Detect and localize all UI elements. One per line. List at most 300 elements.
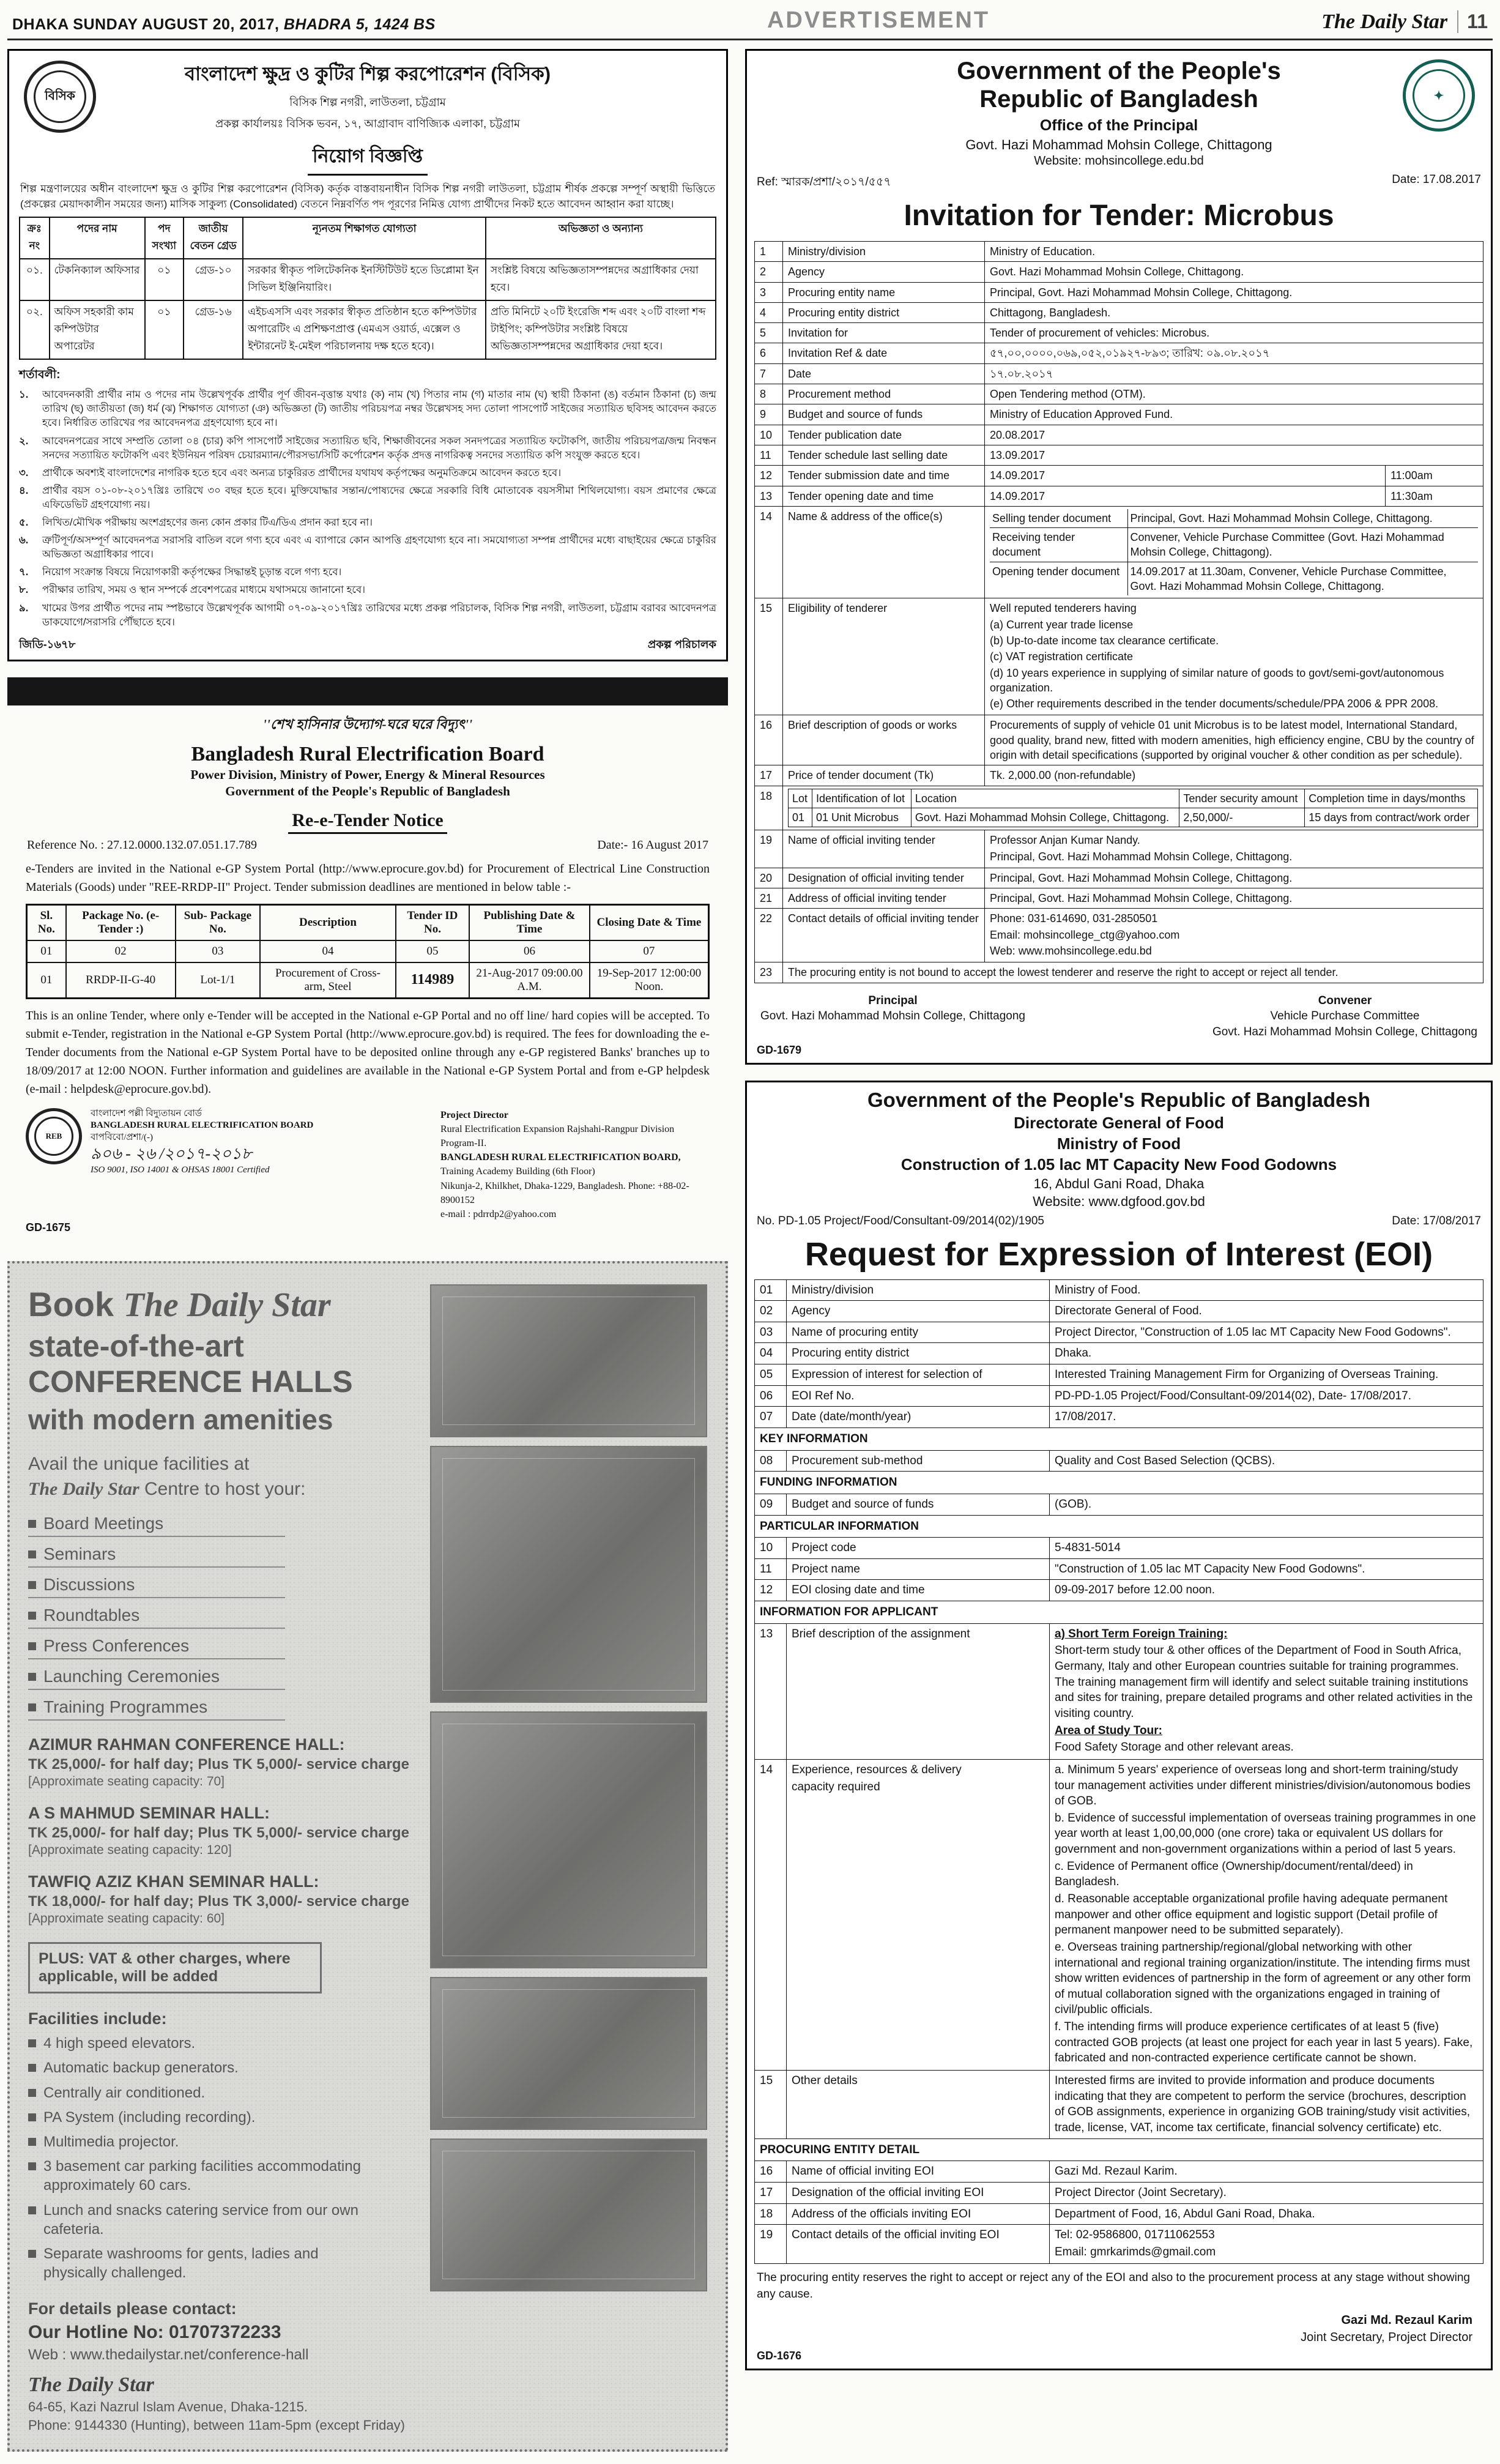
hall-capacity: [Approximate seating capacity: 60] bbox=[28, 1911, 225, 1926]
bscic-table-header-row bbox=[20, 217, 716, 259]
event-type-label: Training Programmes bbox=[43, 1697, 208, 1717]
row-value: Project Director (Joint Secretary). bbox=[1050, 2182, 1483, 2203]
event-type-item bbox=[28, 1575, 285, 1598]
row-label: Other details bbox=[787, 2071, 1050, 2139]
paragraph: a. Minimum 5 years' experience of overseas long and short-term training/study tour management activities under different ministries/division/autonomous bodies of GOB. bbox=[1055, 1763, 1471, 1808]
facility-label: Separate washrooms for gents, ladies and physically challenged. bbox=[43, 2245, 319, 2282]
microbus-principal-signature bbox=[760, 993, 1025, 1040]
row-value bbox=[985, 506, 1483, 598]
lot-header-cell: Lot bbox=[789, 789, 812, 808]
breb-tender-table bbox=[26, 904, 710, 999]
breb-reference-line bbox=[27, 838, 708, 852]
breb-slogan: ''শেখ হাসিনার উদ্যোগ-ঘরে ঘরে বিদ্যুৎ'' bbox=[262, 716, 473, 732]
breb-notice-title: Re-e-Tender Notice bbox=[288, 810, 447, 834]
row-value: Quality and Cost Based Selection (QCBS). bbox=[1050, 1450, 1483, 1472]
row-number: 21 bbox=[755, 888, 783, 909]
row-number: 11 bbox=[755, 1558, 787, 1580]
event-type-label: Launching Ceremonies bbox=[43, 1667, 220, 1686]
hall-price: TK 25,000/- for half day; Plus TK 5,000/- service charge bbox=[28, 1825, 409, 1842]
bscic-table-body bbox=[20, 259, 716, 359]
conf-contact-title: For details please contact: bbox=[28, 2299, 237, 2318]
sub-row bbox=[990, 509, 1478, 528]
breb-sl-no: 01 bbox=[27, 962, 66, 999]
row-label: Designation of official inviting tender bbox=[783, 868, 985, 888]
eoi-title: Request for Expression of Interest (EOI) bbox=[804, 1235, 1433, 1273]
bscic-position-row bbox=[20, 259, 716, 300]
event-type-item bbox=[28, 1514, 285, 1537]
bscic-org-name: বাংলাদেশ ক্ষুদ্র ও কুটির শিল্প করপোরেশন (বিসিক) bbox=[184, 63, 551, 84]
college-seal-icon bbox=[1403, 59, 1475, 132]
conference-hall-photo bbox=[430, 1284, 707, 1437]
conference-photos bbox=[430, 1284, 707, 2433]
breb-contact-email: e-mail : pdrrdp2@yahoo.com bbox=[440, 1209, 557, 1219]
eoi-signer-name: Gazi Md. Rezaul Karim bbox=[1341, 2313, 1472, 2327]
row-value: 09-09-2017 before 12.00 noon. bbox=[1050, 1580, 1483, 1601]
conf-subtitle-1: Avail the unique facilities at bbox=[28, 1454, 250, 1475]
row-number: 07 bbox=[755, 1407, 787, 1428]
eoi-footer-note: The procuring entity reserves the right to accept or reject any of the EOI and also to the procurement process at any stage without showing any cause. bbox=[757, 2271, 1470, 2301]
breb-contact-program: Rural Electrification Expansion Rajshahi-Rangpur Division Program-II. bbox=[440, 1123, 675, 1149]
row-value: (GOB). bbox=[1050, 1494, 1483, 1515]
bscic-cell: গ্রেড-১৬ bbox=[184, 300, 243, 359]
paragraph: (e) Other requirements described in the tender documents/schedule/PPA 2006 & PPR 2008. bbox=[990, 698, 1439, 710]
convener-committee: Vehicle Purchase Committee bbox=[1270, 1010, 1420, 1023]
masthead-date: SUNDAY AUGUST 20, 2017, bbox=[73, 16, 280, 33]
bscic-positions-table bbox=[19, 217, 716, 360]
condition-text: আবেদনকারী প্রার্থীর নাম ও পদের নাম উল্লেখপূর্বক প্রার্থীর পূর্ণ জীবন-বৃত্তান্ত যথাঃ (ক) নাম (খ) পিতার নাম (গ) মাতার নাম (ঘ) স্থায়ী ঠিকানা (ঙ) বর্তমান ঠিকানা (চ) জন্ম তারিখ (ছ) জাতীয়তা (জ) ধর্ম (ঝ) শিক্ষাগত যোগ্যতা (ঞ) অভিজ্ঞতা (ট) জাতীয় পরিচয়পত্র নম্বর উল্লেখসহ সদ্য তোলা পাসপোর্ট সাইজের সত্যায়িত ছবিসহ আবেদন করতে হবে। নির্ধারিত তারিখের পর আবেদনপত্র গ্রহণযোগ্য হবে না। bbox=[42, 389, 716, 429]
paragraph: Principal, Govt. Hazi Mohammad Mohsin College, Chittagong. bbox=[990, 850, 1293, 863]
bullet-square-icon bbox=[28, 1612, 36, 1620]
breb-logo-en: BANGLADESH RURAL ELECTRIFICATION BOARD bbox=[91, 1120, 314, 1131]
row-number: 12 bbox=[755, 466, 783, 486]
bullet-square-icon bbox=[28, 2250, 36, 2258]
breb-paragraph-1: e-Tenders are invited in the National e-GP System Portal (http://www.eprocure.gov.bd) for Procurement of Electrical Line Construction Materials (Goods) under "REE-RRDP-II" Project. Tender submission deadlines are mentioned in below table :- bbox=[26, 862, 710, 894]
row-number: 01 bbox=[755, 1279, 787, 1301]
breb-tender-notice bbox=[7, 677, 728, 1243]
row-number: 6 bbox=[755, 343, 783, 363]
table-row bbox=[755, 1279, 1483, 1301]
table-row bbox=[755, 1759, 1483, 2070]
row-value: Ministry of Education Approved Fund. bbox=[985, 404, 1483, 425]
row-number: 04 bbox=[755, 1343, 787, 1364]
facility-label: Automatic backup generators. bbox=[43, 2060, 239, 2077]
conference-hall-photo bbox=[430, 2138, 707, 2291]
table-row bbox=[755, 765, 1483, 786]
row-number: 18 bbox=[755, 786, 783, 830]
breb-table-header-row bbox=[27, 904, 709, 940]
hall-entry bbox=[28, 1872, 415, 1926]
facility-label: Centrally air conditioned. bbox=[43, 2084, 206, 2101]
section-row bbox=[755, 2138, 1483, 2161]
eoi-ref-no: No. PD-1.05 Project/Food/Consultant-09/2014(02)/1905 bbox=[757, 1214, 1044, 1227]
sub-row bbox=[990, 528, 1478, 562]
paragraph: Web: www.mohsincollege.edu.bd bbox=[990, 944, 1152, 957]
paragraph: f. The intending firms will produce experience certificates of at least 5 (five) contracted GOB projects (at least one project for each year in last 5 years). Fake, fabricated and non-contracted experience certificate cannot be shown. bbox=[1055, 2020, 1473, 2065]
condition-item bbox=[19, 388, 716, 430]
breb-col-package: Package No. (e-Tender :) bbox=[66, 904, 176, 940]
paragraph: Professor Anjan Kumar Nandy. bbox=[990, 834, 1140, 847]
row-time: 11:30am bbox=[1386, 486, 1483, 506]
table-row bbox=[755, 909, 1483, 962]
row-label: Procurement sub-method bbox=[787, 1450, 1050, 1472]
hall-name: AZIMUR RAHMAN CONFERENCE HALL: bbox=[28, 1735, 345, 1754]
eoi-project-name: Construction of 1.05 lac MT Capacity New Food Godowns bbox=[900, 1155, 1337, 1174]
breb-contact-org: BANGLADESH RURAL ELECTRIFICATION BOARD, bbox=[440, 1152, 681, 1163]
row-number: 17 bbox=[755, 765, 783, 786]
row-number: 18 bbox=[755, 2203, 787, 2225]
breb-data-row bbox=[27, 962, 709, 999]
bscic-emblem-icon bbox=[24, 61, 96, 133]
paragraph: d. Reasonable acceptable organizational profile having adequate permanent manpower and other office equipment and logistic support (Detail profile of permanent manpower need to be submitted separately). bbox=[1055, 1893, 1448, 1937]
row-value: 20.08.2017 bbox=[985, 425, 1483, 445]
row-number: 14 bbox=[755, 1759, 787, 2070]
row-value: Gazi Md. Rezaul Karim. bbox=[1050, 2161, 1483, 2183]
breb-logo-block bbox=[26, 1108, 313, 1177]
lot-cell: 01 bbox=[789, 808, 812, 827]
bscic-intro-paragraph: শিল্প মন্ত্রণালয়ের অধীন বাংলাদেশ ক্ষুদ্র ও কুটির শিল্প করপোরেশন (বিসিক) কর্তৃক বাস্তবায়নাধীন বিসিক শিল্প নগরী লাউতলা, চট্টগ্রাম শীর্ষক প্রকল্পে সম্পূর্ণ অস্থায়ী ভিত্তিতে (প্রকল্পের মেয়াদকালীন সময়ের জন্য) মাসিক সাকুল্য (Consolidated) বেতনে নিম্নবর্ণিত পদ পূরণের নিমিত্ত যোগ্য প্রার্থীদের নিকট হতে আবেদন আহ্বান করা যাচ্ছে। bbox=[20, 183, 715, 210]
event-type-item bbox=[28, 1606, 285, 1629]
bscic-signature: প্রকল্প পরিচালক bbox=[647, 638, 716, 650]
row-label: Procuring entity district bbox=[783, 302, 985, 322]
breb-col-subpackage: Sub- Package No. bbox=[176, 904, 261, 940]
row-number: 10 bbox=[755, 1538, 787, 1559]
breb-iso-certification: ISO 9001, ISO 14001 & OHSAS 18001 Certified bbox=[91, 1164, 270, 1175]
row-value: "Construction of 1.05 lac MT Capacity New Food Godowns". bbox=[1050, 1558, 1483, 1580]
row-label: Agency bbox=[787, 1301, 1050, 1322]
row-value: Govt. Hazi Mohammad Mohsin College, Chittagong. bbox=[985, 262, 1483, 282]
bscic-emblem-text: বিসিক bbox=[34, 70, 86, 123]
section-row bbox=[755, 1427, 1483, 1450]
bscic-header-cell: জাতীয় বেতন গ্রেড bbox=[184, 217, 243, 259]
row-value: Dhaka. bbox=[1050, 1343, 1483, 1364]
table-row bbox=[755, 323, 1483, 343]
row-label: Tender publication date bbox=[783, 425, 985, 445]
paragraph: Short-term study tour & other offices of the Department of Food in South Africa, Germany, Italy and other European countries suitable for training programmes. The training management firm will identify and select suitable training institutions and sites for training, prepare detailed programs and other related activities in the visiting country. bbox=[1055, 1644, 1473, 1720]
masthead-bs-date: BHADRA 5, 1424 BS bbox=[283, 16, 436, 33]
condition-number: ৫. bbox=[19, 517, 29, 529]
table-row bbox=[755, 786, 1483, 830]
row-value: Interested firms are invited to provide information and produce documents indicating that they are competent to perform the service (brochures, description of GOB assignments, experience in organizing GOB training/study visit activities, trade, license, VAT, income tax certificate, financial solvency certificate) etc. bbox=[1050, 2071, 1483, 2139]
table-row bbox=[755, 2203, 1483, 2225]
condition-item bbox=[19, 583, 716, 597]
row-value: Principal, Govt. Hazi Mohammad Mohsin College, Chittagong. bbox=[985, 282, 1483, 302]
table-row bbox=[755, 425, 1483, 445]
row-value: 5-4831-5014 bbox=[1050, 1538, 1483, 1559]
breb-colnum-row bbox=[27, 940, 709, 962]
bscic-cell: ০১. bbox=[20, 259, 50, 300]
breb-contact-block bbox=[440, 1108, 710, 1222]
row-label: Date (date/month/year) bbox=[787, 1407, 1050, 1428]
eoi-website: Website: www.dgfood.gov.bd bbox=[1033, 1193, 1205, 1209]
row-note: The procuring entity is not bound to accept the lowest tenderer and reserve the right to accept or reject all tender. bbox=[783, 962, 1483, 983]
table-row bbox=[755, 1385, 1483, 1407]
condition-item bbox=[19, 484, 716, 512]
paragraph: Email: gmrkarimds@gmail.com bbox=[1055, 2245, 1216, 2258]
page-masthead bbox=[7, 4, 1493, 40]
condition-number: ২. bbox=[19, 435, 29, 447]
facility-item bbox=[28, 2034, 371, 2053]
eoi-table-body bbox=[755, 1279, 1483, 2264]
bscic-conditions-title: শর্তাবলী: bbox=[19, 368, 61, 382]
table-row bbox=[755, 2071, 1483, 2139]
row-label: Name of official inviting tender bbox=[783, 830, 985, 868]
row-value bbox=[985, 909, 1483, 962]
sub-label: Selling tender document bbox=[990, 509, 1127, 528]
hall-entry bbox=[28, 1804, 415, 1858]
row-value: 14.09.2017 bbox=[985, 466, 1386, 486]
table-row bbox=[755, 343, 1483, 363]
row-value: Ministry of Education. bbox=[985, 242, 1483, 262]
eoi-signer-title: Joint Secretary, Project Director bbox=[1301, 2330, 1472, 2344]
facility-label: Lunch and snacks catering service from our own cafeteria. bbox=[43, 2202, 358, 2238]
bscic-cell: টেকনিক্যাল অফিসার bbox=[50, 259, 145, 300]
condition-number: ৩. bbox=[19, 467, 29, 478]
row-number: 20 bbox=[755, 868, 783, 888]
breb-colnum-7: 07 bbox=[590, 940, 709, 962]
paragraph: (a) Current year trade license bbox=[990, 618, 1134, 631]
breb-logo-text bbox=[91, 1108, 313, 1177]
bscic-conditions-list bbox=[19, 388, 716, 629]
row-label: Name of procuring entity bbox=[787, 1322, 1050, 1343]
bullet-square-icon bbox=[28, 1520, 36, 1528]
table-row bbox=[755, 486, 1483, 506]
lot-row bbox=[789, 808, 1478, 827]
hall-capacity: [Approximate seating capacity: 70] bbox=[28, 1774, 225, 1789]
breb-footer bbox=[26, 1108, 710, 1222]
row-value: Interested Training Management Firm for Organizing of Overseas Training. bbox=[1050, 1364, 1483, 1386]
paragraph: (d) 10 years experience in supplying of similar nature of goods to govt/semi-govt/autonomous organization. bbox=[990, 666, 1444, 694]
conf-subtitle-2 bbox=[28, 1477, 415, 1502]
row-label bbox=[787, 1759, 1050, 2070]
conference-event-list bbox=[28, 1514, 415, 1721]
section-label: FUNDING INFORMATION bbox=[755, 1472, 1483, 1494]
table-row bbox=[755, 1623, 1483, 1759]
table-row bbox=[755, 1538, 1483, 1559]
paragraph: Area of Study Tour: bbox=[1055, 1724, 1162, 1737]
sub-value: Convener, Vehicle Purchase Committee (Govt. Hazi Mohammad Mohsin College, Chittagong). bbox=[1127, 528, 1478, 562]
row-value: Project Director, "Construction of 1.05 lac MT Capacity New Food Godowns". bbox=[1050, 1322, 1483, 1343]
bullet-square-icon bbox=[28, 2206, 36, 2214]
event-type-item bbox=[28, 1667, 285, 1690]
table-row bbox=[755, 302, 1483, 322]
row-label: Procurement method bbox=[783, 384, 985, 404]
row-label: Tender submission date and time bbox=[783, 466, 985, 486]
row-label: Tender schedule last selling date bbox=[783, 445, 985, 465]
row-number: 19 bbox=[755, 2225, 787, 2264]
facility-item bbox=[28, 2201, 371, 2239]
facility-label: 3 basement car parking facilities accommodating approximately 60 cars. bbox=[43, 2158, 361, 2194]
breb-tender-id: 114989 bbox=[396, 962, 469, 999]
paragraph: (c) VAT registration certificate bbox=[990, 650, 1134, 663]
paragraph: Tel: 02-9586800, 01711062553 bbox=[1055, 2228, 1215, 2242]
bullet-square-icon bbox=[28, 2162, 36, 2170]
event-type-label: Board Meetings bbox=[43, 1514, 164, 1533]
sub-value: Principal, Govt. Hazi Mohammad Mohsin College, Chittagong. bbox=[1127, 509, 1478, 528]
row-number: 13 bbox=[755, 1623, 787, 1759]
breb-date: Date:- 16 August 2017 bbox=[597, 838, 708, 852]
microbus-tender-table bbox=[754, 241, 1483, 983]
row-number: 17 bbox=[755, 2182, 787, 2203]
row-value: Open Tendering method (OTM). bbox=[985, 384, 1483, 404]
eoi-address: 16, Abdul Gani Road, Dhaka bbox=[1033, 1175, 1205, 1191]
bscic-cell: ০১ bbox=[145, 300, 184, 359]
facility-item bbox=[28, 2244, 371, 2282]
row-number: 22 bbox=[755, 909, 783, 962]
condition-text: নিয়োগ সংক্রান্ত বিষয়ে নিয়োগকারী কর্তৃপক্ষের সিদ্ধান্তই চূড়ান্ত বলে গণ্য হবে। bbox=[42, 567, 342, 578]
table-row bbox=[755, 2182, 1483, 2203]
row-number: 5 bbox=[755, 323, 783, 343]
breb-government: Government of the People's Republic of Bangladesh bbox=[225, 783, 510, 798]
breb-col-publishing: Publishing Date & Time bbox=[469, 904, 590, 940]
row-label: Expression of interest for selection of bbox=[787, 1364, 1050, 1386]
microbus-office: Office of the Principal bbox=[1039, 117, 1198, 134]
breb-gd-number: GD-1675 bbox=[26, 1221, 71, 1234]
section-label: KEY INFORMATION bbox=[755, 1427, 1483, 1450]
row-number: 2 bbox=[755, 262, 783, 282]
row-number: 16 bbox=[755, 715, 783, 765]
hall-entry bbox=[28, 1735, 415, 1789]
row-number: 10 bbox=[755, 425, 783, 445]
section-label: INFORMATION FOR APPLICANT bbox=[755, 1601, 1483, 1624]
bullet-square-icon bbox=[28, 1703, 36, 1711]
masthead-brand-block bbox=[1321, 10, 1488, 34]
condition-item bbox=[19, 434, 716, 463]
row-value: Department of Food, 16, Abdul Gani Road, Dhaka. bbox=[1050, 2203, 1483, 2225]
event-type-item bbox=[28, 1636, 285, 1659]
row-number: 9 bbox=[755, 404, 783, 425]
condition-text: ত্রুটিপূর্ণ/অসম্পূর্ণ আবেদনপত্র সরাসরি বাতিল বলে গণ্য হবে এবং এ ব্যাপারে কোন আপত্তি গ্রহণযোগ্য হবে না। সমযোগ্যতা সম্পন্ন প্রার্থীদের মধ্যে বাছাইয়ের ক্ষেত্রে চাকুরির অভিজ্ঞতা অগ্রাধিকার পাবে। bbox=[42, 535, 716, 560]
conf-subtitle-rest: Centre to host your: bbox=[139, 1478, 306, 1499]
breb-paragraph-2: This is an online Tender, where only e-Tender will be accepted in the National e-GP Portal and no off line/ hard copies will be accepted. To submit e-Tender, registration in the National e-GP System Portal (http://www.eprocure.gov.bd) is required. The fees for downloading the e-Tender documents from the National e-GP System Portal have to be deposited online through any e-GP registered Banks' branches up to 18/09/2017 at 12:00 NOON. Further information and guidelines are available in the National e-GP System Portal and from e-GP helpdesk (e-mail : helpdesk@eprocure.gov.bd). bbox=[26, 1008, 710, 1096]
table-row bbox=[755, 1558, 1483, 1580]
right-column bbox=[745, 49, 1493, 2452]
breb-handwritten-ref: ৯০৬ - ২৬ /২০১৭-২০১৮ bbox=[91, 1145, 252, 1163]
table-row bbox=[755, 466, 1483, 486]
table-row bbox=[755, 1450, 1483, 1472]
bullet-square-icon bbox=[28, 2138, 36, 2146]
daily-star-logo: The Daily Star bbox=[1321, 10, 1448, 33]
row-number: 16 bbox=[755, 2161, 787, 2183]
row-value: Directorate General of Food. bbox=[1050, 1301, 1483, 1322]
row-number: 08 bbox=[755, 1450, 787, 1472]
table-row bbox=[755, 1301, 1483, 1322]
page-columns bbox=[7, 49, 1493, 2452]
breb-col-closing: Closing Date & Time bbox=[590, 904, 709, 940]
bscic-cell: গ্রেড-১০ bbox=[184, 259, 243, 300]
facility-item bbox=[28, 2083, 371, 2102]
row-value: 17/08/2017. bbox=[1050, 1407, 1483, 1428]
masthead-dateline bbox=[12, 16, 436, 34]
row-number: 4 bbox=[755, 302, 783, 322]
condition-text: খামের উপর প্রার্থীত পদের নাম স্পষ্টভাবে উল্লেখপূর্বক আগামী ০৭-০৯-২০১৭খ্রিঃ তারিখের মধ্যে প্রকল্প পরিচালক, বিসিক শিল্প নগরী, লাউতলা, চট্টগ্রাম বরাবর আবেদনপত্র ডাকযোগে/সরাসরি পৌঁছাতে হবে। bbox=[42, 602, 716, 628]
breb-col-tenderid: Tender ID No. bbox=[396, 904, 469, 940]
breb-colnum-2: 02 bbox=[66, 940, 176, 962]
microbus-title: Invitation for Tender: Microbus bbox=[904, 199, 1334, 232]
row-label: Budget and source of funds bbox=[783, 404, 985, 425]
bscic-header-cell: পদ সংখ্যা bbox=[145, 217, 184, 259]
row-label: Designation of the official inviting EOI bbox=[787, 2182, 1050, 2203]
sub-value: 14.09.2017 at 11.30am, Convener, Vehicle Purchase Committee, Govt. Hazi Mohammad Mohsin College, Chittagong. bbox=[1130, 565, 1447, 593]
condition-text: আবেদনপত্রের সাথে সম্প্রতি তোলা ০৪ (চার) কপি পাসপোর্ট সাইজের সত্যায়িত ছবি, শিক্ষাজীবনের সকল সনদপত্রের সত্যায়িত ফটোকপি, জাতীয় পরিচয়পত্র/জন্ম নিবন্ধন সনদের সত্যায়িত ফটোকপি এবং ইউনিয়ন পরিষদ চেয়ারম্যান/পৌরসভা/সিটি কর্পোরেশন কর্তৃক প্রদত্ত নাগরিকত্ব সনদের সত্যায়িত কপি সংযুক্ত করতে হবে। bbox=[42, 435, 716, 461]
advertisement-label: ADVERTISEMENT bbox=[767, 7, 990, 33]
lot-cell: Govt. Hazi Mohammad Mohsin College, Chittagong. bbox=[911, 808, 1179, 827]
condition-number: ৮. bbox=[19, 584, 29, 596]
bullet-square-icon bbox=[28, 2064, 36, 2072]
event-type-item bbox=[28, 1697, 285, 1721]
condition-number: ১. bbox=[19, 389, 29, 401]
table-row bbox=[755, 1364, 1483, 1386]
breb-subpackage-no: Lot-1/1 bbox=[176, 962, 261, 999]
bullet-square-icon bbox=[28, 2039, 36, 2047]
event-type-label: Press Conferences bbox=[43, 1636, 190, 1656]
bullet-square-icon bbox=[28, 2113, 36, 2121]
row-label: Name of official inviting EOI bbox=[787, 2161, 1050, 2183]
paragraph: Phone: 031-614690, 031-2850501 bbox=[990, 912, 1158, 925]
breb-reference-no: Reference No. : 27.12.0000.132.07.051.17.789 bbox=[27, 838, 258, 852]
condition-text: লিখিত/মৌখিক পরীক্ষায় অংশগ্রহণের জন্য কোন প্রকার টিএ/ডিএ প্রদান করা হবে না। bbox=[42, 517, 373, 529]
lot-table-cell bbox=[783, 786, 1483, 830]
microbus-convener-signature bbox=[1212, 993, 1477, 1040]
condition-item bbox=[19, 534, 716, 562]
left-column bbox=[7, 49, 728, 2452]
table-row bbox=[755, 715, 1483, 765]
row-number: 14 bbox=[755, 506, 783, 598]
breb-colnum-3: 03 bbox=[176, 940, 261, 962]
row-label: Project name bbox=[787, 1558, 1050, 1580]
bscic-cell: এইচএসসি এবং সরকার স্বীকৃত প্রতিষ্ঠান হতে কম্পিউটার অপারেটিং এ প্রশিক্ষণপ্রাপ্ত (এমএস ওয়ার্ড, এক্সেল ও ইন্টারনেট ই-মেইল পরিচালনায় দক্ষ হতে হবে)। bbox=[243, 300, 486, 359]
bscic-position-row bbox=[20, 300, 716, 359]
row-number: 19 bbox=[755, 830, 783, 868]
lot-header-cell: Tender security amount bbox=[1179, 789, 1305, 808]
torn-paper-decoration bbox=[7, 677, 728, 698]
table-row bbox=[755, 830, 1483, 868]
table-row bbox=[755, 384, 1483, 404]
bscic-cell: ০২. bbox=[20, 300, 50, 359]
conference-hall-photo bbox=[430, 1711, 707, 1968]
bullet-square-icon bbox=[28, 1550, 36, 1558]
table-row bbox=[755, 1494, 1483, 1515]
condition-number: ৯. bbox=[19, 602, 29, 614]
row-label: Brief description of the assignment bbox=[787, 1623, 1050, 1759]
breb-division: Power Division, Ministry of Power, Energy & Mineral Resources bbox=[190, 767, 545, 782]
row-value: Principal, Govt. Hazi Mohammad Mohsin College, Chittagong. bbox=[985, 868, 1483, 888]
row-number: 13 bbox=[755, 486, 783, 506]
condition-item bbox=[19, 565, 716, 579]
bscic-cell: সংশ্লিষ্ট বিষয়ে অভিজ্ঞতাসম্পন্নদের অগ্রাধিকার দেয়া হবে। bbox=[486, 259, 716, 300]
row-label: Invitation Ref & date bbox=[783, 343, 985, 363]
paragraph: capacity required bbox=[792, 1780, 880, 1793]
conference-halls-ad bbox=[7, 1261, 728, 2452]
paragraph: Email: mohsincollege_ctg@yahoo.com bbox=[990, 928, 1180, 941]
row-label: Address of official inviting tender bbox=[783, 888, 985, 909]
table-row bbox=[755, 363, 1483, 384]
paragraph: (b) Up-to-date income tax clearance certificate. bbox=[990, 634, 1219, 647]
row-label: Agency bbox=[783, 262, 985, 282]
conference-ad-text bbox=[28, 1284, 415, 2433]
hall-capacity: [Approximate seating capacity: 120] bbox=[28, 1843, 232, 1858]
bscic-header-cell: পদের নাম bbox=[50, 217, 145, 259]
section-label: PROCURING ENTITY DETAIL bbox=[755, 2138, 1483, 2161]
paragraph: a) Short Term Foreign Training: bbox=[1055, 1627, 1228, 1640]
bscic-notice-title: নিয়োগ বিজ্ঞপ্তি bbox=[308, 141, 428, 176]
eoi-gd-number: GD-1676 bbox=[757, 2349, 802, 2362]
paragraph: c. Evidence of Permanent office (Ownership/document/rental/deed) in Bangladesh. bbox=[1055, 1859, 1413, 1889]
conf-title-line3: with modern amenities bbox=[28, 1404, 333, 1436]
row-label: Contact details of the official inviting EOI bbox=[787, 2225, 1050, 2264]
row-label: Date bbox=[783, 363, 985, 384]
row-number: 7 bbox=[755, 363, 783, 384]
microbus-college: Govt. Hazi Mohammad Mohsin College, Chittagong bbox=[965, 137, 1272, 152]
